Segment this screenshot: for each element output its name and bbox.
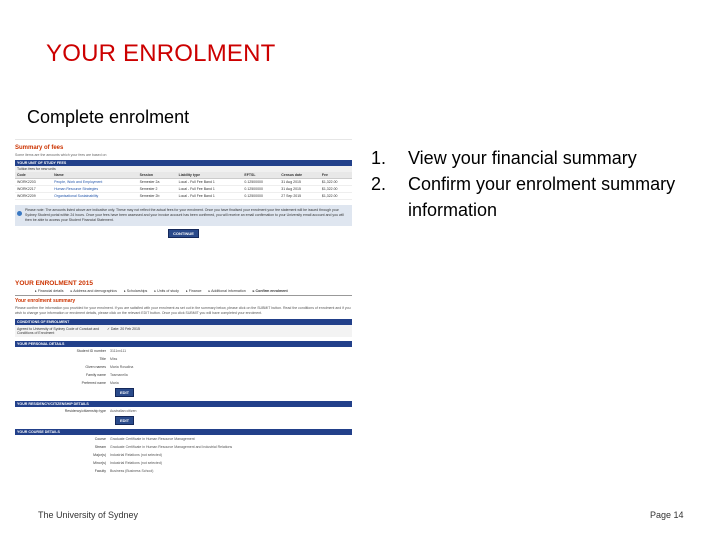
enrolment-heading: YOUR ENROLMENT 2015 — [15, 280, 94, 287]
info-icon — [17, 211, 22, 216]
steps-list — [371, 145, 701, 223]
cell-eftsl: 0.12500000 — [242, 179, 279, 186]
fees-section-bar: YOUR UNIT OF STUDY FEES — [15, 160, 352, 166]
unit-link[interactable]: People, Work and Employment — [52, 179, 137, 186]
step-text: Confirm your enrolment summary information — [408, 174, 676, 220]
enrolment-summary-screenshot — [15, 280, 352, 512]
table-row — [15, 186, 352, 193]
field-label: Preferred name — [81, 381, 106, 385]
footer-university: The University of Sydney — [38, 510, 139, 520]
edit-residency-button[interactable]: EDIT — [115, 416, 134, 425]
cell-session: Semester 2 — [138, 186, 177, 193]
breadcrumb-item[interactable]: ▸ Scholarships — [123, 289, 148, 293]
fees-table — [15, 172, 352, 200]
field-value: Industrial Relations (not selected) — [110, 453, 162, 457]
field-label: Student ID number — [76, 349, 106, 353]
cell-census: 31 Aug 2015 — [279, 186, 320, 193]
col-code: Code — [15, 172, 52, 179]
cell-census: 31 Aug 2015 — [279, 179, 320, 186]
step-number: 1. — [371, 148, 387, 168]
col-fee: Fee — [320, 172, 352, 179]
conditions-section — [15, 319, 352, 337]
fees-notice — [15, 205, 352, 226]
summary-heading: Your enrolment summary — [15, 298, 76, 304]
personal-section — [15, 341, 352, 397]
cell-fee: $1,322.00 — [320, 186, 352, 193]
slide-title: YOUR ENROLMENT — [46, 40, 276, 67]
cell-liability: Local - Full Fee Band 1 — [177, 186, 243, 193]
field-value: Miss — [110, 357, 118, 361]
field-label: Title — [99, 357, 106, 361]
conditions-bar: CONDITIONS OF ENROLMENT — [15, 319, 352, 325]
field-value: Maria Rosalina — [110, 365, 134, 369]
field-label: Residency/citizenship type — [64, 409, 106, 413]
field-label: Faculty — [94, 469, 106, 473]
footer-page-number: Page 14 — [650, 510, 684, 520]
col-census: Census date — [279, 172, 320, 179]
fees-notice-text: Please note: The amounts listed above are indicative only. These may not reflect the actual fees for your enrolment. Once you have finalised your enrolment your fee statement will be issued through your Sydney Student portal within 24 hours. Once your fees have been assessed and your invoice account has been confirmed, you will receive an email confirmation to your University email account and you will then be able to access your Student Financial Statement. — [25, 208, 344, 222]
unit-link[interactable]: Organisational Sustainability — [52, 193, 137, 200]
breadcrumb-current: ▸ Confirm enrolment — [252, 289, 288, 293]
cell-code: WORK2209 — [15, 193, 52, 200]
divider — [15, 295, 352, 296]
fees-summary-screenshot — [15, 137, 352, 265]
residency-section — [15, 401, 352, 425]
col-liability: Liability type — [177, 172, 243, 179]
breadcrumb-item[interactable]: ▸ Financial details — [35, 289, 64, 293]
field-value: Graduate Certificate in Human Resource Management and Industrial Relations — [110, 445, 233, 449]
table-row — [15, 193, 352, 200]
field-value: Tasmanella — [110, 373, 128, 377]
cell-fee: $1,322.00 — [320, 179, 352, 186]
field-value: Industrial Relations (not selected) — [110, 461, 162, 465]
breadcrumb-item[interactable]: ▸ Additional information — [208, 289, 246, 293]
field-label: Stream — [94, 445, 106, 449]
field-value: Graduate Certificate in Human Resource Management — [110, 437, 195, 441]
cell-eftsl: 0.12500000 — [242, 186, 279, 193]
conditions-label: Agreed to University of Sydney Code of Conduct and Conditions of Enrolment — [17, 327, 100, 335]
step-item — [371, 171, 701, 223]
fees-sub-label: Tuition fees for new units — [15, 166, 352, 172]
breadcrumb — [35, 289, 352, 293]
fees-intro: Some items are the amounts which your fees are based on — [15, 153, 107, 157]
field-label: Major(s) — [93, 453, 106, 457]
edit-personal-button[interactable]: EDIT — [115, 388, 134, 397]
cell-liability: Local - Full Fee Band 1 — [177, 193, 243, 200]
cell-census: 27 Sep 2015 — [279, 193, 320, 200]
col-name: Name — [52, 172, 137, 179]
fees-heading: Summary of fees — [15, 145, 64, 151]
field-label: Family name — [85, 373, 106, 377]
unit-link[interactable]: Human Resource Strategies — [52, 186, 137, 193]
slide-subtitle: Complete enrolment — [27, 107, 190, 127]
step-number: 2. — [371, 174, 387, 194]
cell-liability: Local - Full Fee Band 1 — [177, 179, 243, 186]
field-value: 3111xx111 — [110, 349, 127, 353]
col-session: Session — [138, 172, 177, 179]
step-text: View your financial summary — [408, 148, 637, 168]
breadcrumb-item[interactable]: ▸ Units of study — [154, 289, 179, 293]
course-section — [15, 429, 352, 475]
breadcrumb-item[interactable]: ▸ Address and demographics — [70, 289, 117, 293]
breadcrumb-item[interactable]: ▸ Finance — [185, 289, 202, 293]
cell-session: Semester 2a — [138, 179, 177, 186]
divider — [15, 139, 352, 140]
cell-code: WORK2217 — [15, 186, 52, 193]
cell-session: Semester 2b — [138, 193, 177, 200]
residency-bar: YOUR RESIDENCY/CITIZENSHIP DETAILS — [15, 401, 352, 407]
field-label: Given names — [85, 365, 106, 369]
continue-button[interactable]: CONTINUE — [168, 229, 199, 238]
summary-instructions: Please confirm the information you provided for your enrolment. If you are satisfied with your enrolment as set out in the summary below, please click on the SUBMIT button. Read the conditions of enrolment and if you wish to change your information or enrolment details, please click on the relevant EDIT button. Once you click SUBMIT you will have completed your enrolment. — [15, 306, 351, 315]
field-label: Course — [94, 437, 106, 441]
field-value: Maria — [110, 381, 119, 385]
field-label: Minor(s) — [93, 461, 106, 465]
step-item — [371, 145, 701, 171]
cell-fee: $1,322.00 — [320, 193, 352, 200]
cell-eftsl: 0.12500000 — [242, 193, 279, 200]
table-row — [15, 179, 352, 186]
field-value: Australian citizen — [110, 409, 137, 413]
course-bar: YOUR COURSE DETAILS — [15, 429, 352, 435]
personal-bar: YOUR PERSONAL DETAILS — [15, 341, 352, 347]
cell-code: WORK2203 — [15, 179, 52, 186]
col-eftsl: EFTSL — [242, 172, 279, 179]
field-value: Business (Business School) — [110, 469, 154, 473]
conditions-value: ✓ Date: 20 Feb 2015 — [107, 327, 140, 331]
